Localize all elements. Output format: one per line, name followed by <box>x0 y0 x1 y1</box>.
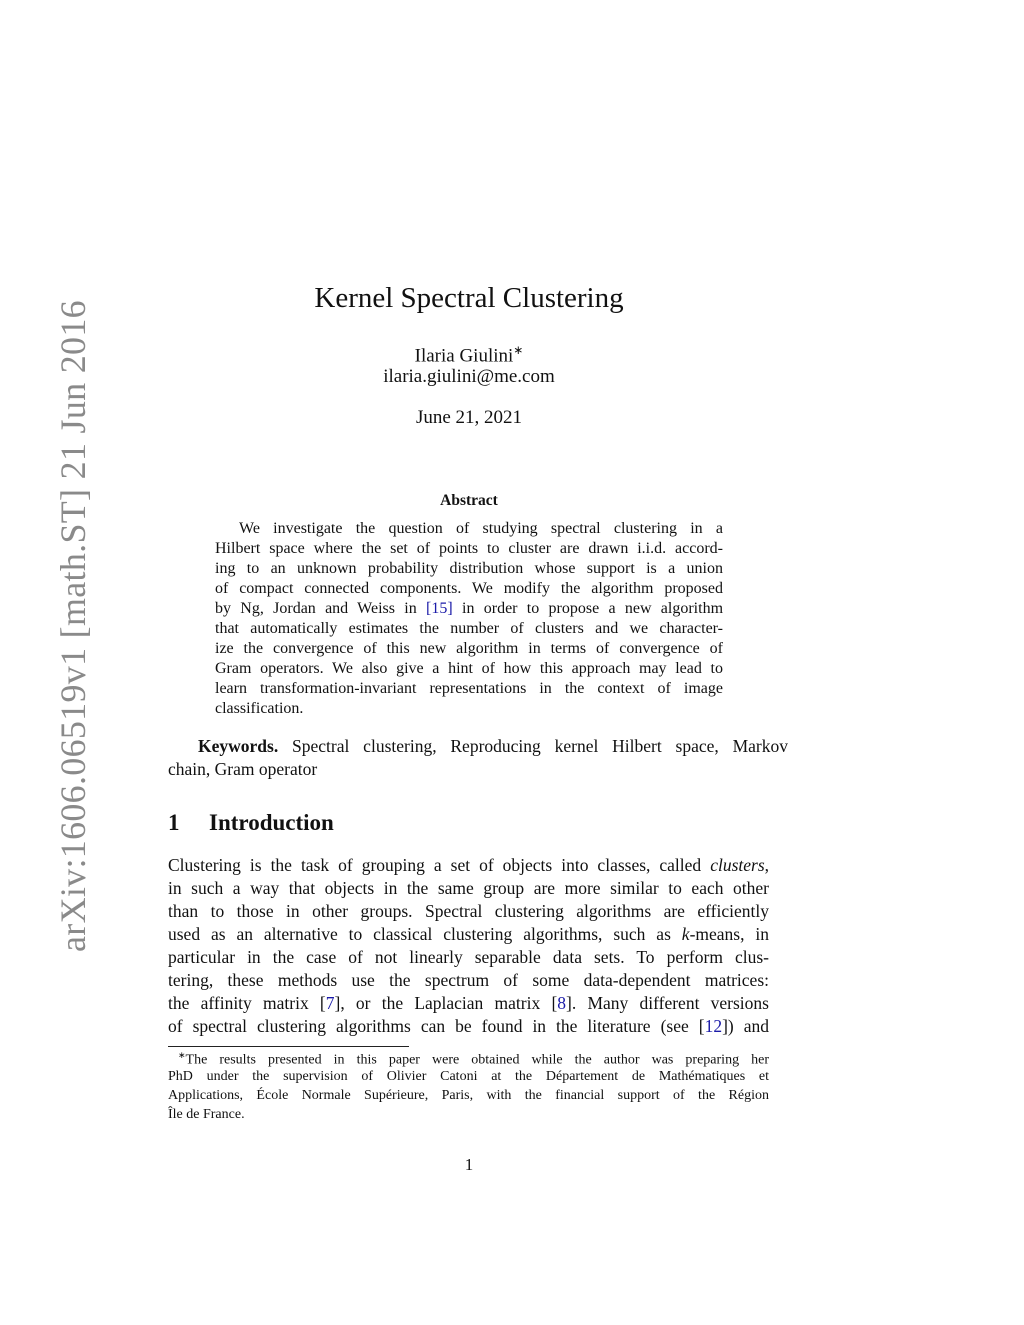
section-title: Introduction <box>209 810 334 835</box>
abstract-line: learn transformation-invariant representations in the context of image <box>215 680 723 697</box>
intro-text: -means, in <box>689 924 769 944</box>
paper-date: June 21, 2021 <box>415 407 523 428</box>
intro-text: the affinity matrix [ <box>168 993 326 1013</box>
abstract-line: ing to an unknown probability distribution whose support is a union <box>215 560 723 577</box>
abstract-line: Gram operators. We also give a hint of how this approach may lead to <box>215 660 723 677</box>
footnote-line: Île de France. <box>168 1107 245 1122</box>
author-footnote-mark: ∗ <box>513 343 524 357</box>
abstract-line: ize the convergence of this new algorithm in terms of convergence of <box>215 640 723 657</box>
intro-text: Clustering is the task of grouping a set of objects into classes, called <box>168 855 702 875</box>
intro-line <box>168 924 769 945</box>
footnote-mark: ∗ <box>178 1050 186 1060</box>
citation-link[interactable]: 8 <box>557 993 567 1013</box>
keywords-text: Spectral clustering, Reproducing kernel Hilbert space, Markov <box>292 736 788 756</box>
footnote-line: PhD under the supervision of Olivier Catoni at the Département de Mathématiques et <box>168 1069 769 1084</box>
intro-text: , <box>764 855 770 875</box>
abstract-text: by Ng, Jordan and Weiss in <box>215 600 417 617</box>
footnote-divider <box>168 1046 409 1047</box>
abstract-line <box>215 600 723 618</box>
intro-emphasis: clusters <box>710 855 765 875</box>
keywords-line <box>168 736 788 757</box>
abstract-line: Hilbert space where the set of points to cluster are drawn i.i.d. accord- <box>215 540 723 557</box>
author-name <box>0 343 938 367</box>
abstract-line: of compact connected components. We modify the algorithm proposed <box>215 580 723 597</box>
intro-line: than to those in other groups. Spectral clustering algorithms are efficiently <box>168 901 769 921</box>
intro-text: ]) and <box>722 1016 769 1036</box>
intro-line: in such a way that objects in the same group are more similar to each other <box>168 878 769 898</box>
footnote-text: The results presented in this paper were obtained while the author was preparing her <box>185 1052 769 1068</box>
section-number: 1 <box>168 810 180 835</box>
intro-text: of spectral clustering algorithms can be found in the literature (see [ <box>168 1016 705 1036</box>
intro-line: particular in the case of not linearly separable data sets. To perform clus- <box>168 947 769 967</box>
intro-line <box>168 993 769 1014</box>
intro-text: ]. Many different versions <box>566 993 769 1013</box>
section-heading <box>168 810 334 836</box>
page-number: 1 <box>464 1155 474 1174</box>
intro-text: used as an alternative to classical clustering algorithms, such as <box>168 924 671 944</box>
intro-line <box>168 1016 769 1037</box>
keywords-label: Keywords. <box>198 736 279 756</box>
citation-link[interactable]: [15] <box>426 600 453 617</box>
footnote-line <box>168 1050 769 1069</box>
arxiv-identifier-stamp: arXiv:1606.06519v1 [math.ST] 21 Jun 2016 <box>53 300 93 952</box>
abstract-line: We investigate the question of studying spectral clustering in a <box>239 520 723 537</box>
citation-link[interactable]: 7 <box>325 993 335 1013</box>
author-name-text: Ilaria Giulini <box>414 345 514 367</box>
intro-line <box>168 855 769 876</box>
keywords-line: chain, Gram operator <box>168 759 318 779</box>
intro-math: k <box>681 924 690 944</box>
footnote-line: Applications, École Normale Supérieure, Paris, with the financial support of the Région <box>168 1088 769 1103</box>
abstract-line: classification. <box>215 700 304 717</box>
citation-link[interactable]: 12 <box>704 1016 723 1036</box>
intro-line: tering, these methods use the spectrum of some data-dependent matrices: <box>168 970 769 990</box>
intro-text: ], or the Laplacian matrix [ <box>334 993 558 1013</box>
paper-title: Kernel Spectral Clustering <box>314 282 624 314</box>
abstract-heading: Abstract <box>440 492 498 509</box>
abstract-text: in order to propose a new algorithm <box>462 600 724 617</box>
author-email: ilaria.giulini@me.com <box>383 366 555 387</box>
abstract-line: that automatically estimates the number of clusters and we character- <box>215 620 723 637</box>
